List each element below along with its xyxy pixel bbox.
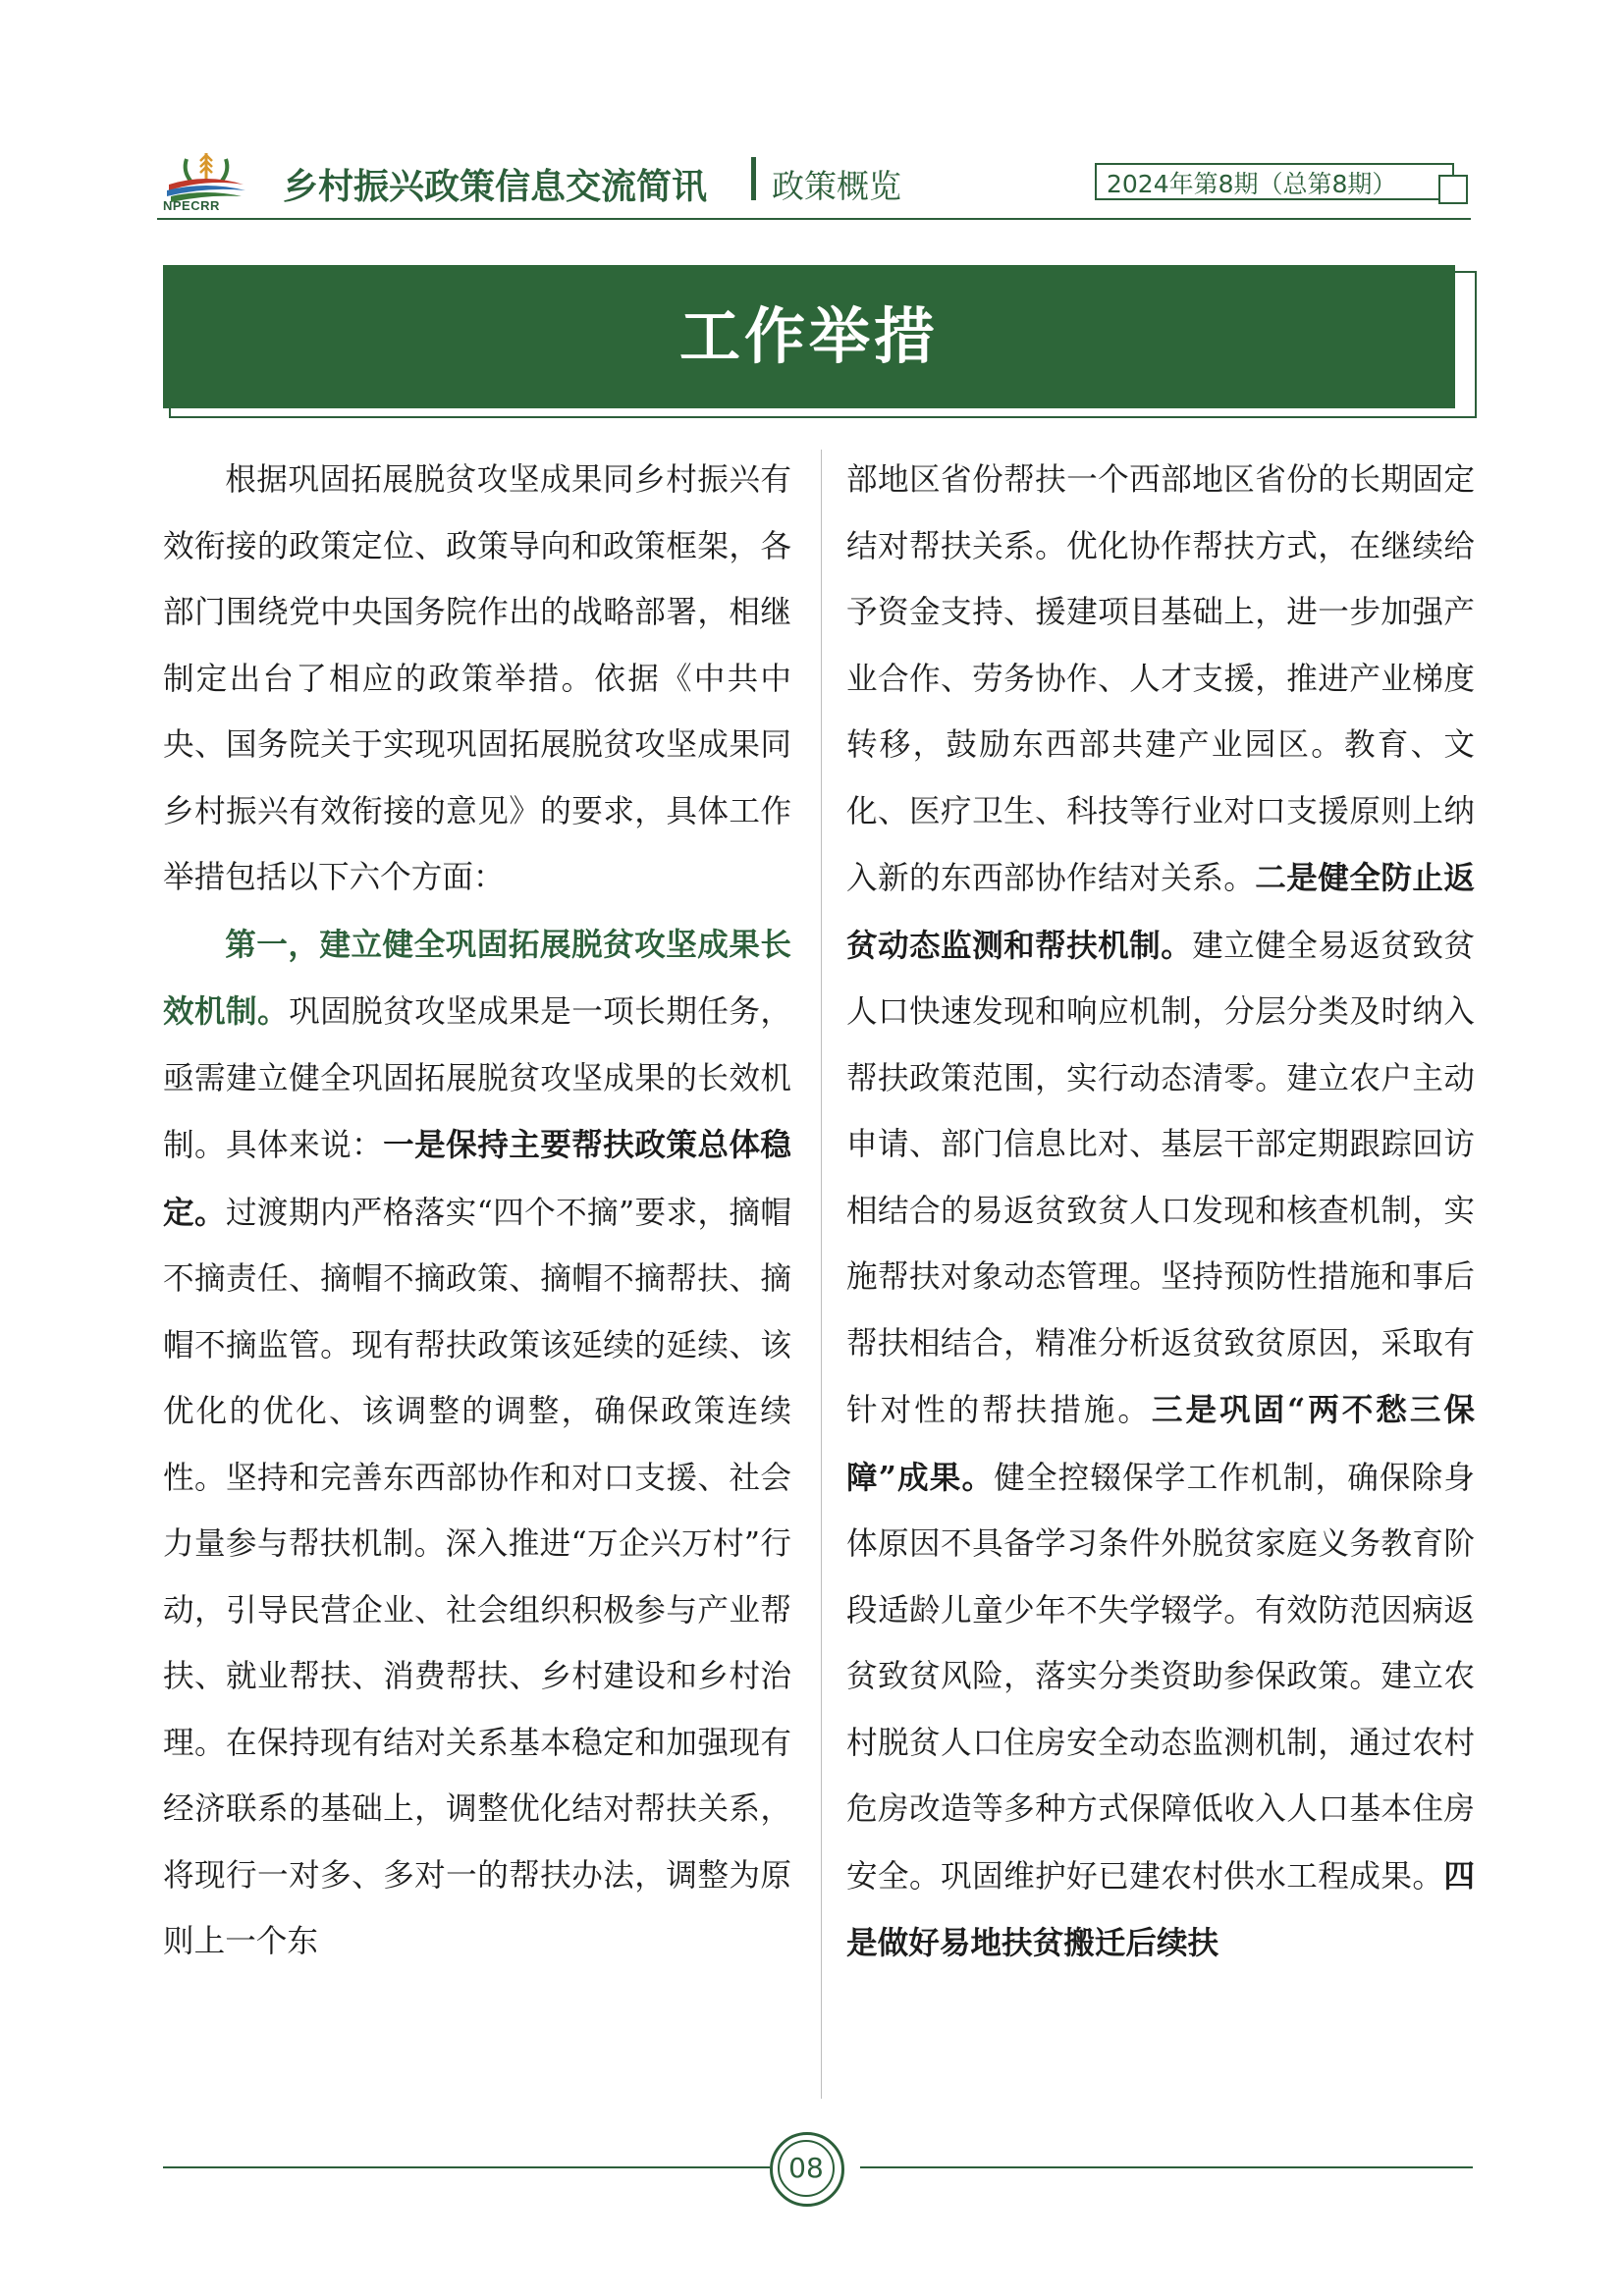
point-one-heading: 一是保持主要帮扶政策总体稳定。 — [163, 1127, 791, 1231]
footer-rule-left — [163, 2166, 770, 2168]
npecrr-logo-icon — [157, 145, 255, 226]
decorative-square-icon — [1438, 175, 1468, 204]
point-one-text: 过渡期内严格落实“四个不摘”要求，摘帽不摘责任、摘帽不摘政策、摘帽不摘帮扶、摘帽不摘监管。现有帮扶政策该延续的延续、该优化的优化、该调整的调整，确保政策连续性。坚持和完善东西部协作和对口支援、社会力量参与帮扶机制。深入推进“万企兴万村”行动，引导民营企业、社会组织积极参与产业帮扶、就业帮扶、消费帮扶、乡村建设和乡村治理。在保持现有结对关系基本稳定和加强现有经济联系的基础上，调整优化结对帮扶关系，将现行一对多、多对一的帮扶办法，调整为原则上一个东 — [163, 1195, 791, 1959]
intro-paragraph: 根据巩固拓展脱贫攻坚成果同乡村振兴有效衔接的政策定位、政策导向和政策框架，各部门围绕党中央国务院作出的战略部署，相继制定出台了相应的政策举措。依据《中共中央、国务院关于实现巩固拓展脱贫攻坚成果同乡村振兴有效衔接的意见》的要求，具体工作举措包括以下六个方面： — [163, 462, 791, 895]
footer-rule-right — [860, 2166, 1473, 2168]
section-banner — [163, 265, 1455, 408]
title-separator — [751, 157, 756, 200]
point-three-text: 健全控辍保学工作机制，确保除身体原因不具备学习条件外脱贫家庭义务教育阶段适龄儿童少年不失学辍学。有效防范因病返贫致贫风险，落实分类资助参保政策。建立农村脱贫人口住房安全动态监测机制，通过农村危房改造等多种方式保障低收入人口基本住房安全。巩固维护好已建农村供水工程成果。 — [846, 1460, 1475, 1895]
header-divider — [157, 218, 1471, 220]
issue-text: 2024年第8期（总第8期） — [1107, 170, 1397, 198]
section-title: 工作举措 — [678, 300, 939, 372]
page-number: 08 — [778, 2140, 835, 2197]
column-divider — [821, 450, 822, 2099]
point-two-heading: 二是健全防止返贫动态监测和帮扶机制。 — [846, 860, 1475, 964]
left-column — [163, 448, 791, 1976]
point-one-continued: 部地区省份帮扶一个西部地区省份的长期固定结对帮扶关系。优化协作帮扶方式，在继续给予资金支持、援建项目基础上，进一步加强产业合作、劳务协作、人才支援，推进产业梯度转移，鼓励东西部共建产业园区。教育、文化、医疗卫生、科技等行业对口支援原则上纳入新的东西部协作结对关系。 — [846, 462, 1475, 896]
issue-label — [1095, 163, 1478, 206]
continued-paragraph — [846, 448, 1475, 1978]
point-two-text: 建立健全易返贫致贫人口快速发现和响应机制，分层分类及时纳入帮扶政策范围，实行动态清零。建立农户主动申请、部门信息比对、基层干部定期跟踪回访相结合的易返贫致贫人口发现和核查机制，实施帮扶对象动态管理。坚持预防性措施和事后帮扶相结合，精准分析返贫致贫原因，采取有针对性的帮扶措施。 — [846, 928, 1475, 1428]
section-one-text: 巩固脱贫攻坚成果是一项长期任务，亟需建立健全巩固拓展脱贫攻坚成果的长效机制。具体来说： — [163, 994, 791, 1163]
section-one-heading: 第一，建立健全巩固拓展脱贫攻坚成果长效机制。 — [163, 926, 791, 1030]
page-number-badge — [770, 2132, 844, 2207]
point-three-heading: 三是巩固“两不愁三保障”成果。 — [846, 1392, 1475, 1496]
logo-text: NPECRR — [163, 198, 220, 213]
right-column — [846, 448, 1475, 1978]
page-header — [157, 137, 1473, 226]
section-one-paragraph — [163, 912, 791, 1976]
publication-title: 乡村振兴政策信息交流简讯 — [283, 167, 708, 207]
section-name: 政策概览 — [772, 167, 901, 205]
point-four-heading: 四是做好易地扶贫搬迁后续扶 — [846, 1857, 1475, 1961]
